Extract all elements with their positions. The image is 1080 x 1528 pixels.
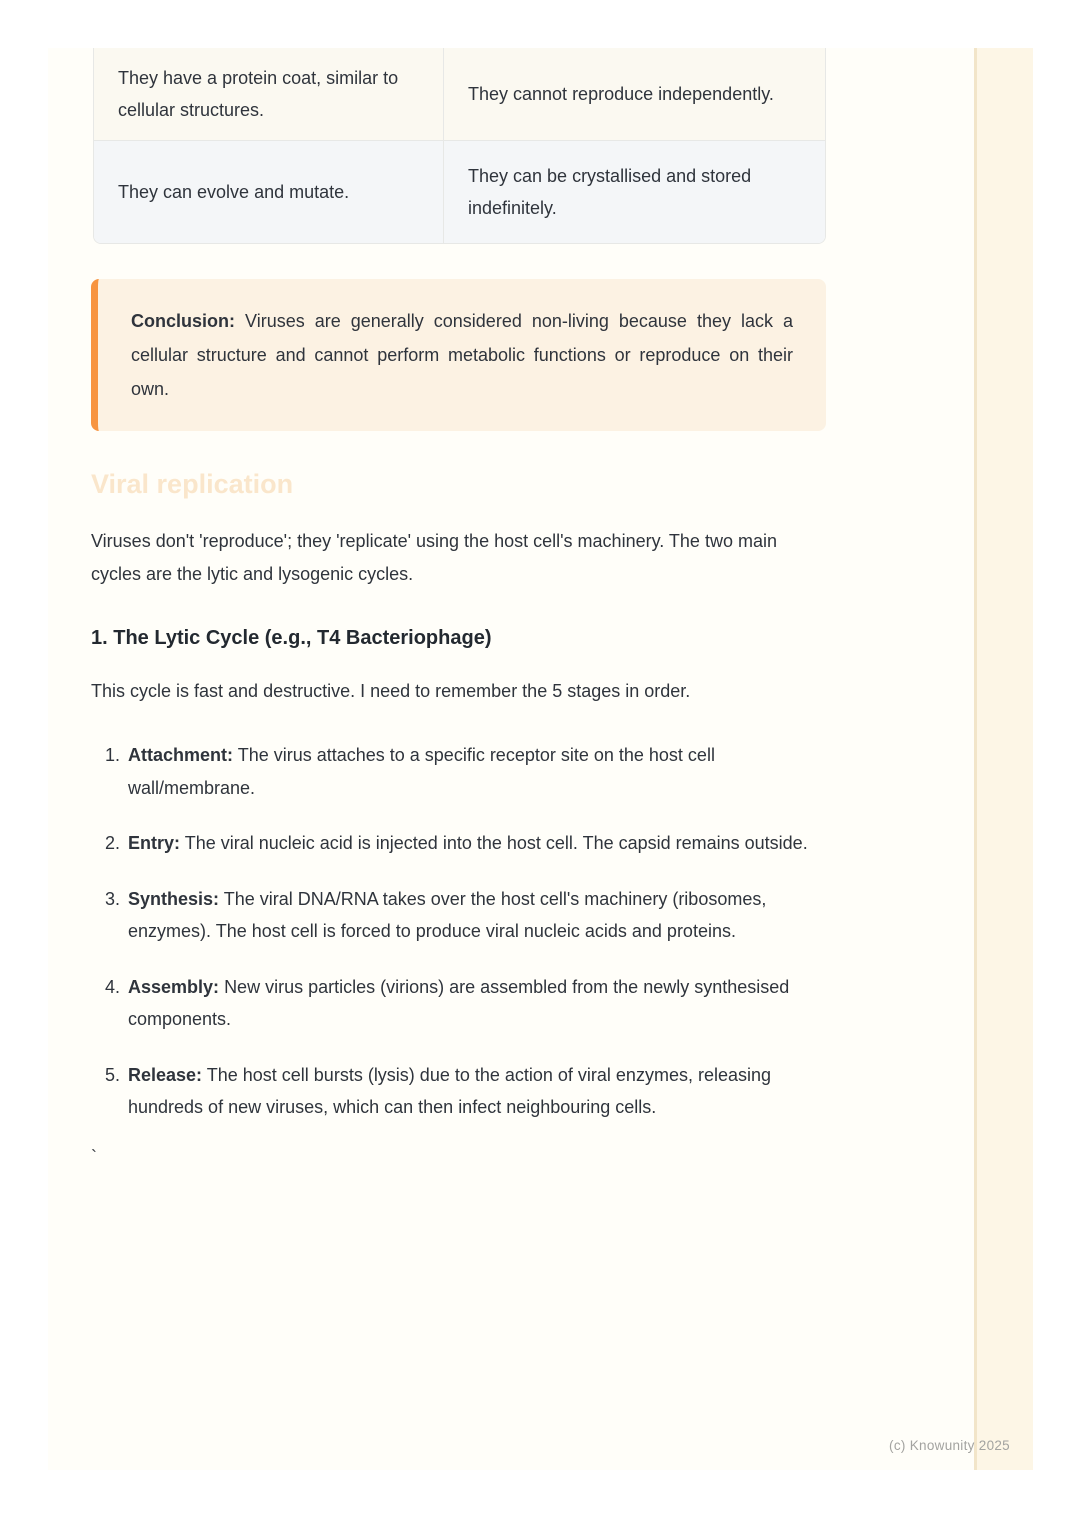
stage-desc: The viral DNA/RNA takes over the host cell's machinery (ribosomes, enzymes). The host cell is forced to produce viral nucleic acids and proteins. (128, 888, 767, 941)
stage-item-synthesis (125, 883, 826, 948)
stage-item-assembly (125, 971, 826, 1036)
stray-character: ` (91, 1146, 97, 1167)
stage-term: Entry: (128, 833, 181, 853)
table-cell: They can be crystallised and stored indefinitely. (444, 140, 826, 243)
callout-label: Conclusion: (131, 311, 235, 331)
stage-item-release (125, 1059, 826, 1124)
stage-term: Assembly: (128, 976, 220, 997)
stage-term: Synthesis: (128, 888, 220, 909)
stage-desc: The viral nucleic acid is injected into the host cell. The capsid remains outside. (184, 833, 808, 853)
copyright-notice: (c) Knowunity 2025 (889, 1438, 1010, 1453)
stage-item-entry (125, 827, 826, 860)
stage-term: Release: (128, 1064, 203, 1085)
table-cell: They cannot reproduce independently. (444, 48, 826, 140)
table-cell: They can evolve and mutate. (94, 140, 444, 243)
lytic-cycle-stage-list (91, 739, 826, 1124)
page-edge-line (974, 48, 977, 1470)
callout-text: Viruses are generally considered non-living because they lack a cellular structure and cannot perform metabolic functions or reproduce on their own. (131, 311, 793, 399)
lead-paragraph: This cycle is fast and destructive. I need to remember the 5 stages in order. (91, 681, 691, 701)
stage-desc: New virus particles (virions) are assembled from the newly synthesised components. (128, 976, 790, 1029)
conclusion-callout (91, 279, 826, 431)
stage-term: Attachment: (128, 745, 234, 765)
subsection-heading-lytic-cycle: 1. The Lytic Cycle (e.g., T4 Bacteriophage) (91, 627, 492, 649)
virus-comparison-table (93, 48, 826, 244)
intro-paragraph: Viruses don't 'reproduce'; they 'replicate' using the host cell's machinery. The two main cycles are the lytic and lysogenic cycles. (91, 531, 777, 584)
section-heading-viral-replication: Viral replication (91, 469, 294, 499)
stage-item-attachment (125, 739, 826, 804)
page-content (91, 0, 826, 1168)
stage-desc: The host cell bursts (lysis) due to the action of viral enzymes, releasing hundreds of new viruses, which can then infect neighbouring cells. (128, 1064, 771, 1117)
table-cell: They have a protein coat, similar to cellular structures. (94, 48, 444, 140)
next-page-edge-band (977, 48, 1033, 1470)
stage-desc: The virus attaches to a specific receptor site on the host cell wall/membrane. (128, 745, 715, 798)
